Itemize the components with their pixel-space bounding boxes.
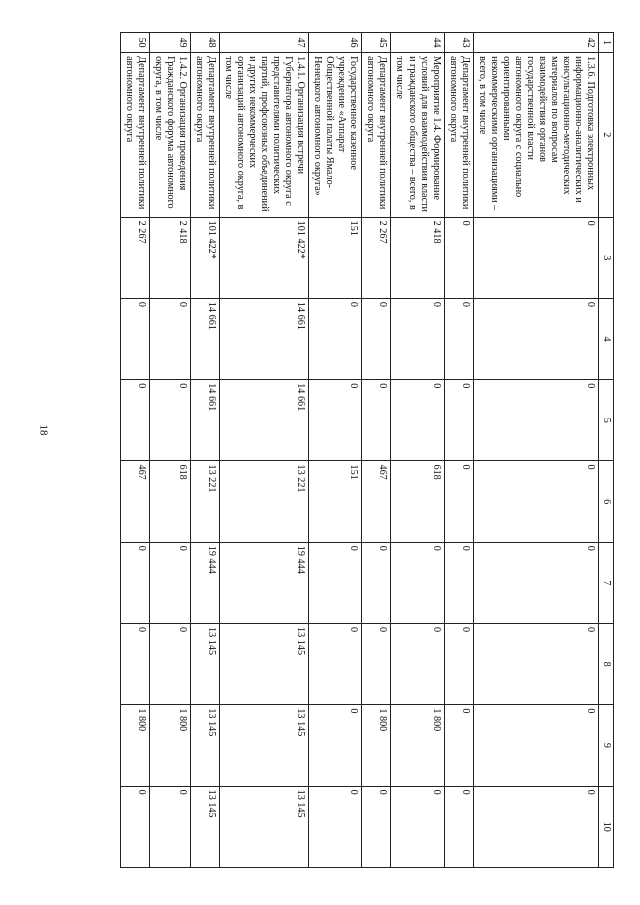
row-description: Департамент внутренней политики автономного округа bbox=[444, 53, 473, 218]
row-value: 0 bbox=[362, 380, 391, 461]
row-value: 13 221 bbox=[220, 461, 309, 542]
row-description: Департамент внутренней политики автономного округа bbox=[191, 53, 220, 218]
row-value: 467 bbox=[362, 461, 391, 542]
row-value: 14 661 bbox=[220, 298, 309, 379]
row-value: 618 bbox=[391, 461, 444, 542]
header-cell: 10 bbox=[598, 786, 613, 867]
row-number: 44 bbox=[391, 33, 444, 53]
table-row bbox=[149, 33, 190, 868]
header-cell: 4 bbox=[598, 298, 613, 379]
row-number: 43 bbox=[444, 33, 473, 53]
row-value: 0 bbox=[473, 217, 598, 298]
header-cell: 3 bbox=[598, 217, 613, 298]
row-value: 2 267 bbox=[362, 217, 391, 298]
header-cell: 8 bbox=[598, 624, 613, 705]
row-value: 151 bbox=[309, 217, 362, 298]
row-value: 101 422* bbox=[191, 217, 220, 298]
row-value: 0 bbox=[473, 705, 598, 786]
rotated-content bbox=[74, 32, 614, 868]
row-value: 0 bbox=[391, 624, 444, 705]
row-value: 0 bbox=[473, 786, 598, 867]
table-body bbox=[120, 33, 613, 868]
row-value: 101 422* bbox=[220, 217, 309, 298]
row-value: 0 bbox=[473, 298, 598, 379]
row-value: 618 bbox=[149, 461, 190, 542]
row-description: Департамент внутренней политики автономного округа bbox=[362, 53, 391, 218]
row-value: 19 444 bbox=[220, 542, 309, 623]
row-value: 1 800 bbox=[149, 705, 190, 786]
row-value: 0 bbox=[473, 461, 598, 542]
row-value: 1 800 bbox=[362, 705, 391, 786]
row-value: 0 bbox=[362, 298, 391, 379]
row-description: 1.4.2. Организация проведения Гражданского форума автономного округа, в том числе bbox=[149, 53, 190, 218]
row-value: 0 bbox=[120, 298, 149, 379]
row-description: Государственное казенное учреждение «Аппарат Общественной палаты Ямало-Ненецкого автономного округа» bbox=[309, 53, 362, 218]
header-cell: 9 bbox=[598, 705, 613, 786]
page-number: 18 bbox=[37, 424, 50, 436]
header-cell: 2 bbox=[598, 53, 613, 218]
row-value: 0 bbox=[309, 705, 362, 786]
row-value: 0 bbox=[444, 624, 473, 705]
budget-table bbox=[120, 32, 614, 868]
row-value: 0 bbox=[391, 542, 444, 623]
row-number: 46 bbox=[309, 33, 362, 53]
row-value: 0 bbox=[120, 380, 149, 461]
row-value: 0 bbox=[391, 786, 444, 867]
header-cell: 7 bbox=[598, 542, 613, 623]
row-number: 48 bbox=[191, 33, 220, 53]
row-number: 49 bbox=[149, 33, 190, 53]
row-number: 50 bbox=[120, 33, 149, 53]
header-cell: 1 bbox=[598, 33, 613, 53]
table-row bbox=[391, 33, 444, 868]
row-value: 13 145 bbox=[220, 705, 309, 786]
row-description: Департамент внутренней политики автономного округа bbox=[120, 53, 149, 218]
row-value: 0 bbox=[444, 298, 473, 379]
row-value: 0 bbox=[473, 624, 598, 705]
row-value: 2 418 bbox=[391, 217, 444, 298]
row-description: 1.3.6. Подготовка электронных информационно-аналитических и консультационно-методических материалов по вопросам взаимодействия органов государственной власти автономного округа с социально ориентированными некоммерческими организациями – всего, в том числе bbox=[473, 53, 598, 218]
row-value: 14 661 bbox=[191, 298, 220, 379]
row-value: 13 145 bbox=[191, 705, 220, 786]
table-row bbox=[444, 33, 473, 868]
row-value: 14 661 bbox=[191, 380, 220, 461]
table-row bbox=[120, 33, 149, 868]
row-value: 0 bbox=[362, 542, 391, 623]
header-cell: 5 bbox=[598, 380, 613, 461]
rotated-page bbox=[74, 32, 614, 868]
row-value: 0 bbox=[473, 380, 598, 461]
row-value: 0 bbox=[444, 542, 473, 623]
row-value: 0 bbox=[309, 624, 362, 705]
row-value: 2 267 bbox=[120, 217, 149, 298]
row-number: 47 bbox=[220, 33, 309, 53]
row-value: 13 145 bbox=[191, 624, 220, 705]
row-value: 19 444 bbox=[191, 542, 220, 623]
row-value: 467 bbox=[120, 461, 149, 542]
row-value: 0 bbox=[362, 786, 391, 867]
row-value: 0 bbox=[444, 461, 473, 542]
row-value: 0 bbox=[309, 298, 362, 379]
row-value: 0 bbox=[309, 786, 362, 867]
row-value: 0 bbox=[444, 380, 473, 461]
row-value: 151 bbox=[309, 461, 362, 542]
row-value: 0 bbox=[149, 624, 190, 705]
row-value: 13 145 bbox=[220, 786, 309, 867]
row-value: 13 145 bbox=[191, 786, 220, 867]
row-value: 0 bbox=[444, 217, 473, 298]
row-value: 0 bbox=[391, 298, 444, 379]
table-row bbox=[473, 33, 598, 868]
row-value: 0 bbox=[473, 542, 598, 623]
row-number: 45 bbox=[362, 33, 391, 53]
row-value: 2 418 bbox=[149, 217, 190, 298]
row-value: 0 bbox=[120, 624, 149, 705]
table-row bbox=[309, 33, 362, 868]
row-value: 0 bbox=[309, 542, 362, 623]
row-description: 1.4.1. Организация встречи Губернатора автономного округа с представителями политических партий, профсоюзных объединений и других некоммерческих организаций автономного округа, в том числе bbox=[220, 53, 309, 218]
header-cell: 6 bbox=[598, 461, 613, 542]
row-value: 0 bbox=[149, 380, 190, 461]
row-value: 0 bbox=[362, 624, 391, 705]
row-value: 1 800 bbox=[391, 705, 444, 786]
row-value: 0 bbox=[149, 298, 190, 379]
row-number: 42 bbox=[473, 33, 598, 53]
row-value: 0 bbox=[444, 705, 473, 786]
row-value: 14 661 bbox=[220, 380, 309, 461]
row-description: Мероприятие 1.4. Формирование условий для взаимодействия власти и гражданского общества – всего, в том числе bbox=[391, 53, 444, 218]
row-value: 0 bbox=[120, 786, 149, 867]
table-row bbox=[220, 33, 309, 868]
row-value: 0 bbox=[149, 786, 190, 867]
row-value: 0 bbox=[149, 542, 190, 623]
row-value: 0 bbox=[309, 380, 362, 461]
row-value: 1 800 bbox=[120, 705, 149, 786]
row-value: 0 bbox=[391, 380, 444, 461]
header-row bbox=[598, 33, 613, 868]
row-value: 0 bbox=[444, 786, 473, 867]
row-value: 13 221 bbox=[191, 461, 220, 542]
row-value: 0 bbox=[120, 542, 149, 623]
table-row bbox=[191, 33, 220, 868]
table-row bbox=[362, 33, 391, 868]
row-value: 13 145 bbox=[220, 624, 309, 705]
